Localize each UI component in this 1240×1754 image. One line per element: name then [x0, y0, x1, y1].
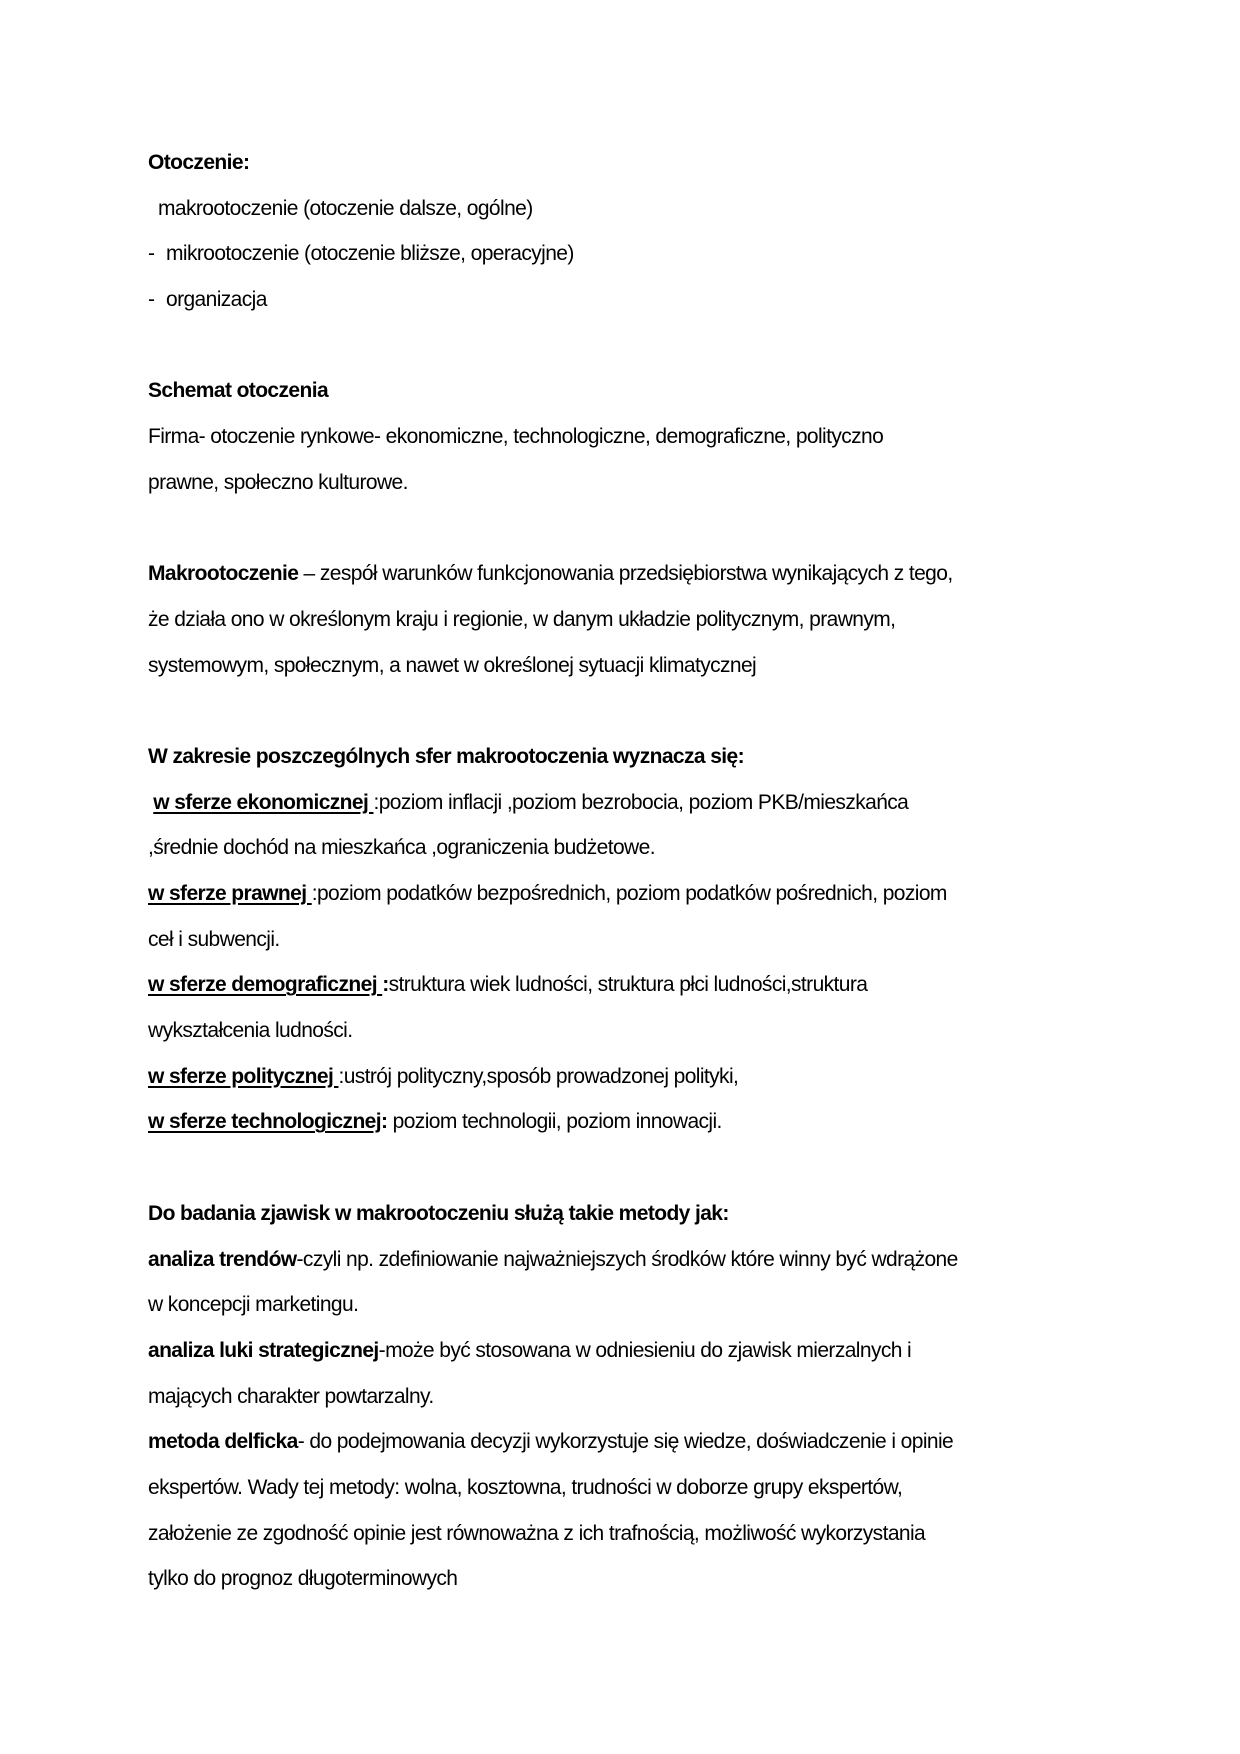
- sfera-prawna-term: w sferze prawnej: [148, 882, 312, 905]
- metoda-delficka-text-1: - do podejmowania decyzji wykorzystuje się wiedze, doświadczenie i opinie: [297, 1430, 954, 1454]
- otoczenie-item-3: [148, 277, 1108, 323]
- sfera-demograficzna-term: w sferze demograficznej: [148, 973, 383, 997]
- sfera-ekonomiczna-text-2: ,średnie dochód na mieszkańca ,ograniczenia budżetowe.: [148, 836, 655, 860]
- paragraph-gap: [148, 323, 1108, 369]
- metoda-luka-text-2: mających charakter powtarzalny.: [148, 1384, 434, 1408]
- metoda-delficka-line-1: [148, 1419, 1108, 1465]
- otoczenie-item-1: [148, 186, 1108, 232]
- metoda-delficka-line-2: [148, 1465, 1108, 1511]
- sfera-ekonomiczna-line-1: [148, 780, 1108, 826]
- sfery-heading-line: [148, 734, 1108, 780]
- otoczenie-item-1-text: makrootoczenie (otoczenie dalsze, ogólne): [158, 196, 533, 220]
- metoda-delficka-line-4: [148, 1556, 1108, 1602]
- sfera-ekonomiczna-text-1: :poziom inflacji ,poziom bezrobocia, poziom PKB/mieszkańca: [373, 790, 909, 814]
- otoczenie-heading-line: [148, 140, 1108, 186]
- sfera-prawna-text-2: ceł i subwencji.: [148, 927, 280, 951]
- otoczenie-item-2: [148, 231, 1108, 277]
- sfera-polityczna-term: w sferze politycznej: [148, 1064, 339, 1088]
- metoda-trendy-text-2: w koncepcji marketingu.: [148, 1293, 359, 1317]
- paragraph-gap: [148, 506, 1108, 552]
- sfera-technologiczna-term: w sferze technologicznej: [148, 1110, 381, 1134]
- metody-heading-line: [148, 1191, 1108, 1237]
- sfera-demograficzna-text-1: struktura wiek ludności, struktura płci ludności,struktura: [388, 973, 868, 997]
- metoda-delficka-term: metoda delficka: [148, 1430, 298, 1454]
- metoda-luka-term: analiza luki strategicznej: [148, 1338, 379, 1362]
- sfera-demograficzna-text-2: wykształcenia ludności.: [148, 1019, 353, 1043]
- paragraph-gap: [148, 1145, 1108, 1191]
- makro-line-3: [148, 643, 1108, 689]
- otoczenie-heading: Otoczenie:: [148, 151, 250, 174]
- schemat-text-2: prawne, społeczno kulturowe.: [148, 470, 408, 494]
- sfera-demograficzna-line-1: [148, 962, 1108, 1008]
- schemat-line-1: [148, 414, 1108, 460]
- schemat-heading: Schemat otoczenia: [148, 379, 329, 403]
- makro-line-1: [148, 551, 1108, 597]
- metoda-trendy-term: analiza trendów: [148, 1247, 297, 1271]
- makro-definition-1: – zespół warunków funkcjonowania przedsiębiorstwa wynikających z tego,: [298, 562, 953, 586]
- sfera-technologiczna-text-1: poziom technologii, poziom innowacji.: [387, 1110, 722, 1134]
- metoda-delficka-text-3: założenie ze zgodność opinie jest równoważna z ich trafnością, możliwość wykorzystania: [148, 1521, 926, 1545]
- paragraph-gap: [148, 688, 1108, 734]
- sfera-technologiczna-line-1: [148, 1099, 1108, 1145]
- sfera-prawna-line-1: [148, 871, 1108, 917]
- metoda-delficka-line-3: [148, 1511, 1108, 1557]
- sfera-ekonomiczna-term: w sferze ekonomicznej: [153, 790, 374, 814]
- sfera-polityczna-line-1: [148, 1054, 1108, 1100]
- metoda-trendy-text-1: -czyli np. zdefiniowanie najważniejszych środków które winny być wdrążone: [296, 1247, 958, 1271]
- sfery-heading: W zakresie poszczególnych sfer makrootoczenia wyznacza się:: [148, 744, 744, 768]
- schemat-line-2: [148, 460, 1108, 506]
- makro-definition-2: że działa ono w określonym kraju i regionie, w danym układzie politycznym, prawnym,: [148, 607, 896, 631]
- sfera-polityczna-text-1: :ustrój polityczny,sposób prowadzonej polityki,: [338, 1064, 739, 1088]
- metoda-luka-line-1: [148, 1328, 1108, 1374]
- sfera-ekonomiczna-line-2: [148, 825, 1108, 871]
- list-dash: -: [148, 242, 155, 266]
- sfera-technologiczna-colon: :: [381, 1110, 388, 1134]
- document-page: [148, 140, 1108, 1602]
- metoda-delficka-text-2: ekspertów. Wady tej metody: wolna, kosztowna, trudności w doborze grupy ekspertów,: [148, 1475, 903, 1499]
- makro-line-2: [148, 597, 1108, 643]
- sfera-prawna-line-2: [148, 917, 1108, 963]
- sfera-demograficzna-line-2: [148, 1008, 1108, 1054]
- makro-definition-3: systemowym, społecznym, a nawet w określonej sytuacji klimatycznej: [148, 653, 757, 677]
- metoda-trendy-line-2: [148, 1282, 1108, 1328]
- schemat-text-1: Firma- otoczenie rynkowe- ekonomiczne, technologiczne, demograficzne, polityczno: [148, 425, 884, 449]
- metoda-luka-text-1: -może być stosowana w odniesieniu do zjawisk mierzalnych i: [378, 1338, 912, 1362]
- metoda-trendy-line-1: [148, 1237, 1108, 1283]
- list-dash: -: [148, 288, 155, 312]
- sfera-prawna-text-1: :poziom podatków bezpośrednich, poziom podatków pośrednich, poziom: [311, 882, 947, 905]
- makro-term: Makrootoczenie: [148, 562, 299, 586]
- sfera-demograficzna-colon: :: [382, 973, 389, 997]
- otoczenie-item-2-text: mikrootoczenie (otoczenie bliższe, operacyjne): [166, 242, 574, 266]
- otoczenie-item-3-text: organizacja: [166, 288, 267, 312]
- schemat-heading-line: [148, 368, 1108, 414]
- metoda-delficka-text-4: tylko do prognoz długoterminowych: [148, 1567, 458, 1591]
- metody-heading: Do badania zjawisk w makrootoczeniu służą takie metody jak:: [148, 1201, 729, 1225]
- metoda-luka-line-2: [148, 1374, 1108, 1420]
